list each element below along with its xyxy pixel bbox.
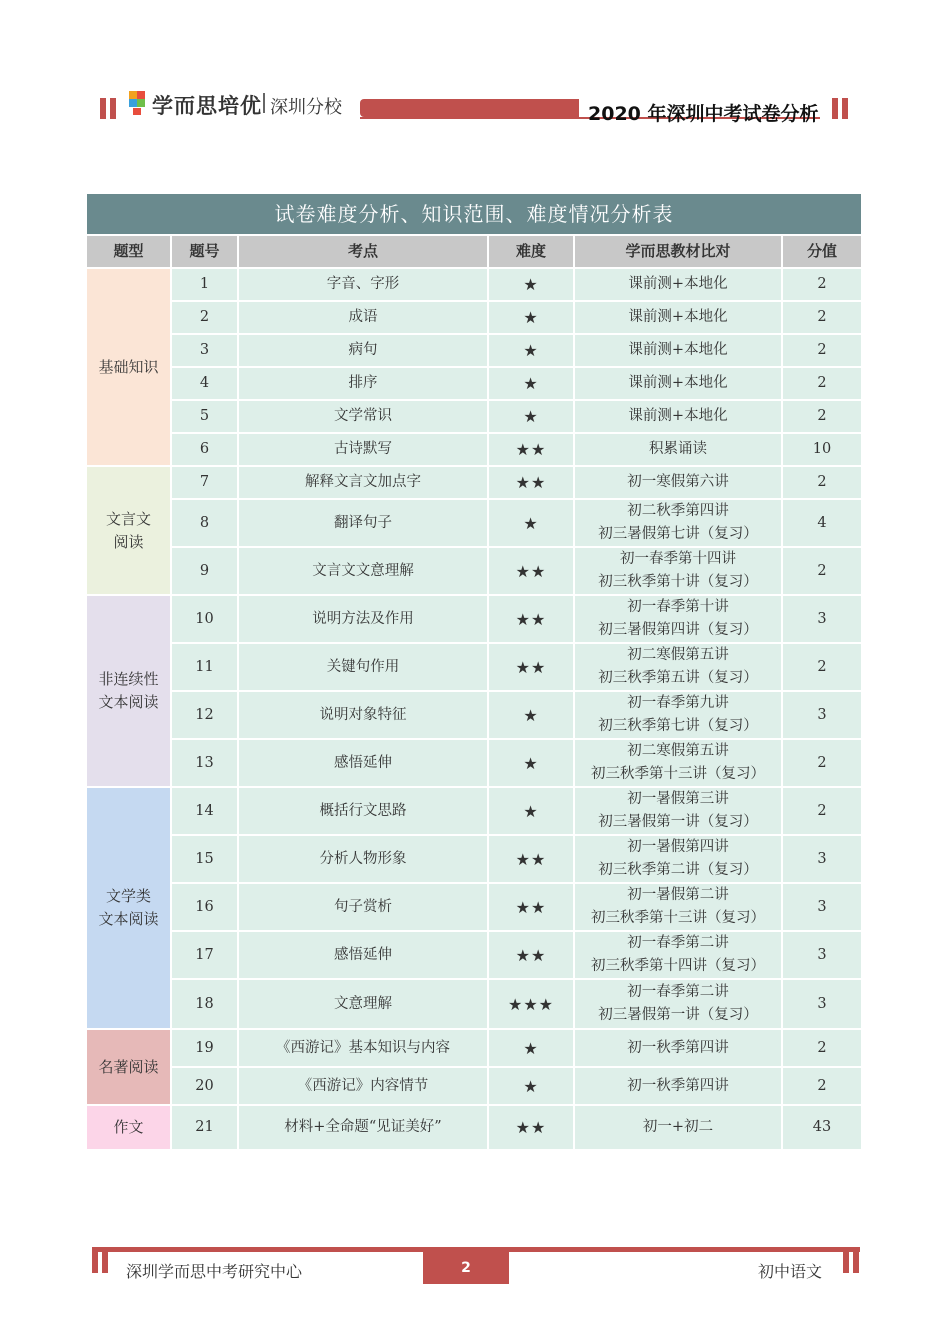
difficulty-cell: ★★	[488, 595, 574, 643]
difficulty-cell: ★★	[488, 466, 574, 499]
textbook-reference-cell: 课前测+本地化	[574, 334, 782, 367]
question-number-cell: 9	[171, 547, 238, 595]
column-header: 学而思教材比对	[574, 235, 782, 268]
difficulty-cell: ★	[488, 787, 574, 835]
knowledge-point-cell: 说明对象特征	[238, 691, 488, 739]
score-cell: 3	[782, 931, 862, 979]
knowledge-point-cell: 感悟延伸	[238, 739, 488, 787]
score-cell: 2	[782, 643, 862, 691]
knowledge-point-cell: 概括行文思路	[238, 787, 488, 835]
brand-name: 学而思培优	[152, 94, 262, 118]
score-cell: 2	[782, 367, 862, 400]
textbook-reference-cell: 初二寒假第五讲 初三秋季第五讲（复习）	[574, 643, 782, 691]
difficulty-cell: ★★	[488, 1105, 574, 1150]
knowledge-point-cell: 《西游记》内容情节	[238, 1067, 488, 1105]
knowledge-point-cell: 句子赏析	[238, 883, 488, 931]
category-cell: 作文	[86, 1105, 171, 1150]
score-cell: 3	[782, 691, 862, 739]
brand-separator	[263, 93, 265, 113]
textbook-reference-cell: 初一春季第十四讲 初三秋季第十讲（复习）	[574, 547, 782, 595]
textbook-reference-cell: 初一春季第十讲 初三暑假第四讲（复习）	[574, 595, 782, 643]
knowledge-point-cell: 材料+全命题“见证美好”	[238, 1105, 488, 1150]
knowledge-point-cell: 感悟延伸	[238, 931, 488, 979]
textbook-reference-cell: 初一秋季第四讲	[574, 1029, 782, 1067]
knowledge-point-cell: 字音、字形	[238, 268, 488, 301]
score-cell: 3	[782, 979, 862, 1029]
difficulty-cell: ★	[488, 499, 574, 547]
question-number-cell: 3	[171, 334, 238, 367]
knowledge-point-cell: 文言文文意理解	[238, 547, 488, 595]
table-row	[86, 499, 862, 547]
score-cell: 2	[782, 787, 862, 835]
knowledge-point-cell: 分析人物形象	[238, 835, 488, 883]
document-title: 2020 年深圳中考试卷分析	[588, 103, 819, 125]
difficulty-cell: ★	[488, 691, 574, 739]
question-number-cell: 10	[171, 595, 238, 643]
question-number-cell: 12	[171, 691, 238, 739]
question-number-cell: 1	[171, 268, 238, 301]
textbook-reference-cell: 初二秋季第四讲 初三暑假第七讲（复习）	[574, 499, 782, 547]
difficulty-cell: ★★	[488, 433, 574, 466]
table-row	[86, 931, 862, 979]
score-cell: 2	[782, 739, 862, 787]
difficulty-cell: ★	[488, 268, 574, 301]
footer-deco-bar	[853, 1252, 859, 1273]
question-number-cell: 11	[171, 643, 238, 691]
score-cell: 2	[782, 334, 862, 367]
difficulty-cell: ★★★	[488, 979, 574, 1029]
textbook-reference-cell: 初一春季第二讲 初三暑假第一讲（复习）	[574, 979, 782, 1029]
question-number-cell: 13	[171, 739, 238, 787]
page-number: 2	[423, 1252, 509, 1284]
knowledge-point-cell: 成语	[238, 301, 488, 334]
table-row	[86, 595, 862, 643]
textbook-reference-cell: 课前测+本地化	[574, 268, 782, 301]
column-header: 题号	[171, 235, 238, 268]
category-cell: 名著阅读	[86, 1029, 171, 1105]
difficulty-cell: ★	[488, 1029, 574, 1067]
question-number-cell: 5	[171, 400, 238, 433]
score-cell: 2	[782, 1067, 862, 1105]
category-cell: 非连续性 文本阅读	[86, 595, 171, 787]
column-header: 考点	[238, 235, 488, 268]
knowledge-point-cell: 文意理解	[238, 979, 488, 1029]
score-cell: 3	[782, 883, 862, 931]
score-cell: 4	[782, 499, 862, 547]
textbook-reference-cell: 初一+初二	[574, 1105, 782, 1150]
table-header-row	[86, 235, 862, 268]
textbook-reference-cell: 初一秋季第四讲	[574, 1067, 782, 1105]
table-row	[86, 883, 862, 931]
header-deco-bar	[100, 98, 106, 119]
knowledge-point-cell: 文学常识	[238, 400, 488, 433]
difficulty-cell: ★	[488, 400, 574, 433]
question-number-cell: 15	[171, 835, 238, 883]
table-row	[86, 547, 862, 595]
footer-organization: 深圳学而思中考研究中心	[126, 1262, 303, 1281]
column-header: 难度	[488, 235, 574, 268]
score-cell: 2	[782, 268, 862, 301]
score-cell: 43	[782, 1105, 862, 1150]
table-row	[86, 739, 862, 787]
question-number-cell: 17	[171, 931, 238, 979]
textbook-reference-cell: 初一春季第九讲 初三秋季第七讲（复习）	[574, 691, 782, 739]
difficulty-cell: ★	[488, 367, 574, 400]
difficulty-cell: ★★	[488, 547, 574, 595]
score-cell: 2	[782, 400, 862, 433]
knowledge-point-cell: 《西游记》基本知识与内容	[238, 1029, 488, 1067]
difficulty-cell: ★	[488, 301, 574, 334]
table-row	[86, 1105, 862, 1150]
table-row	[86, 787, 862, 835]
question-number-cell: 2	[171, 301, 238, 334]
table-row	[86, 835, 862, 883]
textbook-reference-cell: 初一暑假第四讲 初三秋季第二讲（复习）	[574, 835, 782, 883]
table-row	[86, 433, 862, 466]
score-cell: 2	[782, 301, 862, 334]
knowledge-point-cell: 翻译句子	[238, 499, 488, 547]
table-row	[86, 1067, 862, 1105]
score-cell: 3	[782, 595, 862, 643]
table-row	[86, 979, 862, 1029]
score-cell: 3	[782, 835, 862, 883]
brand-logo-icon	[126, 89, 148, 117]
question-number-cell: 14	[171, 787, 238, 835]
difficulty-cell: ★★	[488, 931, 574, 979]
question-number-cell: 19	[171, 1029, 238, 1067]
textbook-reference-cell: 初一暑假第三讲 初三暑假第一讲（复习）	[574, 787, 782, 835]
question-number-cell: 20	[171, 1067, 238, 1105]
score-cell: 2	[782, 547, 862, 595]
brand-branch: 深圳分校	[270, 97, 342, 118]
textbook-reference-cell: 积累诵读	[574, 433, 782, 466]
category-cell: 基础知识	[86, 268, 171, 466]
analysis-table	[85, 192, 863, 1151]
knowledge-point-cell: 古诗默写	[238, 433, 488, 466]
textbook-reference-cell: 初一暑假第二讲 初三秋季第十三讲（复习）	[574, 883, 782, 931]
textbook-reference-cell: 初一寒假第六讲	[574, 466, 782, 499]
textbook-reference-cell: 初一春季第二讲 初三秋季第十四讲（复习）	[574, 931, 782, 979]
footer-deco-bar	[843, 1252, 849, 1273]
category-cell: 文言文 阅读	[86, 466, 171, 595]
header-ribbon	[360, 99, 579, 117]
table-row	[86, 466, 862, 499]
difficulty-cell: ★★	[488, 643, 574, 691]
question-number-cell: 18	[171, 979, 238, 1029]
table-row	[86, 268, 862, 301]
column-header: 题型	[86, 235, 171, 268]
table-row	[86, 400, 862, 433]
header-deco-bar	[832, 98, 838, 119]
table-row	[86, 301, 862, 334]
textbook-reference-cell: 初二寒假第五讲 初三秋季第十三讲（复习）	[574, 739, 782, 787]
textbook-reference-cell: 课前测+本地化	[574, 301, 782, 334]
score-cell: 2	[782, 466, 862, 499]
score-cell: 10	[782, 433, 862, 466]
header-deco-bar	[110, 98, 116, 119]
difficulty-cell: ★★	[488, 835, 574, 883]
textbook-reference-cell: 课前测+本地化	[574, 400, 782, 433]
table-row	[86, 367, 862, 400]
difficulty-cell: ★★	[488, 883, 574, 931]
column-header: 分值	[782, 235, 862, 268]
knowledge-point-cell: 排序	[238, 367, 488, 400]
difficulty-cell: ★	[488, 1067, 574, 1105]
table-title: 试卷难度分析、知识范围、难度情况分析表	[86, 193, 862, 235]
footer-deco-bar	[102, 1252, 108, 1273]
table-row	[86, 334, 862, 367]
question-number-cell: 7	[171, 466, 238, 499]
footer-subject: 初中语文	[758, 1262, 823, 1281]
difficulty-cell: ★	[488, 739, 574, 787]
table-row	[86, 643, 862, 691]
category-cell: 文学类 文本阅读	[86, 787, 171, 1029]
footer-deco-bar	[92, 1252, 98, 1273]
score-cell: 2	[782, 1029, 862, 1067]
difficulty-cell: ★	[488, 334, 574, 367]
question-number-cell: 4	[171, 367, 238, 400]
textbook-reference-cell: 课前测+本地化	[574, 367, 782, 400]
knowledge-point-cell: 解释文言文加点字	[238, 466, 488, 499]
knowledge-point-cell: 说明方法及作用	[238, 595, 488, 643]
table-row	[86, 1029, 862, 1067]
question-number-cell: 21	[171, 1105, 238, 1150]
header-deco-bar	[842, 98, 848, 119]
table-row	[86, 691, 862, 739]
knowledge-point-cell: 病句	[238, 334, 488, 367]
question-number-cell: 16	[171, 883, 238, 931]
knowledge-point-cell: 关键句作用	[238, 643, 488, 691]
question-number-cell: 8	[171, 499, 238, 547]
question-number-cell: 6	[171, 433, 238, 466]
